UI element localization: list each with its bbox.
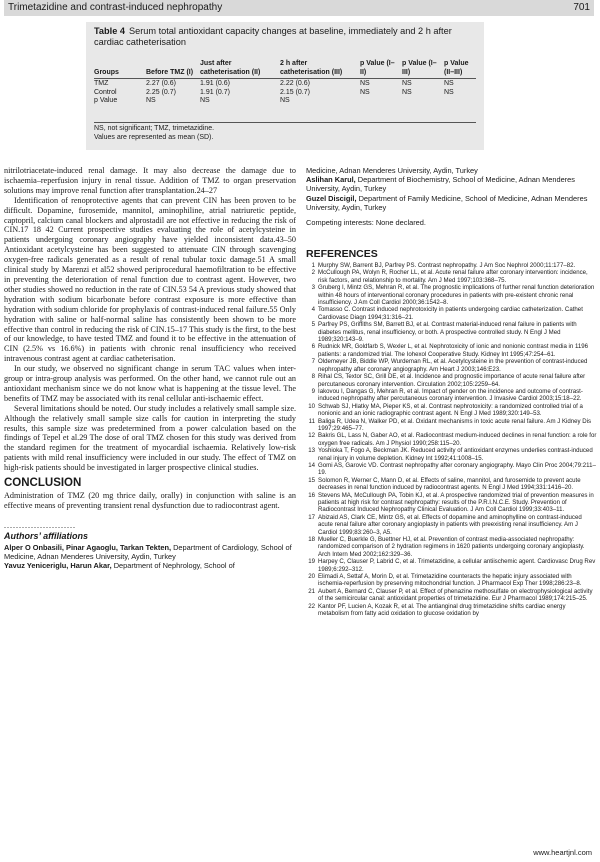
reference-item <box>306 603 598 618</box>
reference-text: Gomi AS, Garovic VD. Contrast nephropathy after coronary angiography. Mayo Clin Proc 2004;79:211–19. <box>318 461 596 477</box>
table-cell: 2.25 (0.7) <box>146 88 176 96</box>
reference-text: Murphy SW, Barrent BJ, Parfrey PS. Contrast nephropathy. J Am Soc Nephrol 2000;11:177–82. <box>318 262 576 269</box>
reference-item <box>306 403 598 418</box>
reference-number: 19 <box>308 558 315 566</box>
table-footnote-line: NS, not significant; TMZ, trimetazidine. <box>94 125 215 132</box>
reference-number: 9 <box>311 387 315 395</box>
affiliation-text: Medicine, Adnan Menderes University, Aydin, Turkey <box>306 166 478 175</box>
table-cell: NS <box>360 88 370 96</box>
reference-text: Tomasso C. Contrast induced nephrotoxicity in patients undergoing cardiac catheterization. Cathet Cardiovasc Diagn 1994;31:316–21. <box>318 306 583 321</box>
reference-item <box>306 536 598 558</box>
reference-text: Bakris GL, Lass N, Gaber AO, et al. Radiocontrast medium-induced declines in renal function: a role for oxygen free radicals. Am J Physiol 1990;258:115–20. <box>318 432 597 447</box>
table-4-box <box>86 22 484 150</box>
affiliation-entry <box>306 175 598 193</box>
reference-text: Kantor PF, Lucien A, Kozak R, et al. The antianginal drug trimetazidine shifts cardiac energy metabolism from fatty acid oxidation to glucose oxidation by <box>318 602 566 618</box>
affiliation-text: Department of Biochemistry, School of Medicine, Adnan Menderes University, Aydin, Turkey <box>306 175 575 194</box>
table-cell: NS <box>402 80 412 88</box>
table-cell: NS <box>280 97 290 105</box>
reference-item <box>306 558 598 573</box>
table-cell: NS <box>444 80 454 88</box>
affiliation-entry <box>4 561 296 570</box>
conclusion-heading: CONCLUSION <box>4 477 82 490</box>
reference-number: 4 <box>311 306 315 314</box>
table-cell: NS <box>360 80 370 88</box>
reference-number: 3 <box>311 284 315 292</box>
col-header: Groups <box>94 60 146 79</box>
table-cell: TMZ <box>94 80 109 88</box>
table-cell <box>402 97 444 106</box>
reference-text: Iakovou I, Dangas G, Mehran R, et al. Impact of gender on the incidence and outcome of contrast-induced nephropathy after percutaneous coronary intervention. J Invasive Cardiol 2003;15:18–22. <box>318 387 583 403</box>
affiliation-names: Alper O Onbasili, Pinar Agaoglu, Tarkan Tekten, <box>4 542 172 552</box>
body-paragraph: Several limitations should be noted. Our study includes a relatively small sample size. Although the relatively small sample size calls for caution in interpreting the study results, this sample size was predetermined from a power calculation based on the findings of Tepel et al.29 The dose of oral TMZ chosen for this study was derived from the standard regimen for the treatment of myocardial ischaemia. Relatively low-risk patients with mild renal insufficiency were included in our study. The effect of TMZ on high-risk patients should be investigated in larger prospective clinical studies. <box>4 403 296 473</box>
page-number: 701 <box>573 2 590 13</box>
footer-url: www.heartjnl.com <box>533 848 592 857</box>
reference-number: 1 <box>311 262 315 269</box>
affiliation-entry <box>4 543 296 561</box>
reference-number: 13 <box>308 447 315 455</box>
affiliation-text: Department of Cardiology, School of Medicine, Adnan Menderes University, Aydin, Turkey <box>4 542 292 561</box>
reference-number: 18 <box>308 536 315 544</box>
reference-text: Rihal CS, Textor SC, Grill DE, et al. Incidence and prognostic importance of acute renal failure after percutaneous coronary intervention. Circulation 2002;105:2259–64. <box>318 373 586 388</box>
reference-number: 10 <box>308 402 315 410</box>
right-affiliations <box>306 166 598 227</box>
affiliation-entry <box>306 194 598 212</box>
table-cell: Control <box>94 88 117 96</box>
affiliation-names: Aslihan Karul, <box>306 175 356 185</box>
reference-text: Stevens MA, McCullough PA, Tobin KJ, et al. A prospective randomized trial of prevention measures in patients at high risk for contrast nephropathy: results of the P.R.I.N.C.E. Study. Prevention of Radiocontrast Induced Nephropathy Clinical Evaluation. J Am Coll Cardiol 1999;33:403–11. <box>318 491 594 514</box>
table-cell: p Value <box>94 97 118 105</box>
running-header <box>4 0 594 16</box>
reference-item <box>306 269 598 284</box>
table-cell: 1.91 (0.7) <box>200 88 230 96</box>
reference-text: Aubert A, Bernard C, Clauser P, et al. Effect of phenazine methosulfate on electrophysiological activity of the semicircular canal: antioxidant properties of trimetazidine. Eur J Pharmacol 1989;174:215–25. <box>318 587 593 603</box>
table-row <box>94 79 476 89</box>
reference-item <box>306 358 598 373</box>
table-cell <box>444 97 476 106</box>
body-paragraph: nitrilotriacetate-induced renal damage. It may also decrease the damage due to ischaemia–reperfusion injury in renal tissue. Addition of TMZ to organ preservation solutions may improve renal function after transplantation.24–27 <box>4 166 296 195</box>
table-cell: NS <box>402 88 412 96</box>
reference-item <box>306 306 598 321</box>
reference-item <box>306 588 598 603</box>
table-row <box>94 97 476 106</box>
body-paragraph: In our study, we observed no significant change in serum TAC values when inter-group or intra-group analysis was performed. On the other hand, we cannot rule out an antioxidant mechanism since we do not know what is happening at the tissue level. The benefits of TMZ may be associated with its renal cellular anti-ischaemic effect. <box>4 364 296 403</box>
reference-text: Yoshioka T, Fogo A, Beckman JK. Reduced activity of antioxidant enzymes underlies contrast-induced renal injury in volume depletion. Kidney Int 1992;41:1008–15. <box>318 447 593 462</box>
table-cell: NS <box>146 97 156 105</box>
reference-text: Solomon R, Werner C, Mann D, et al. Effects of saline, mannitol, and furosemide to prevent acute decreases in renal function induced by radiocontrast agents. N Engl J Med 1994;331:1416–20. <box>318 476 581 492</box>
col-header: 2 h after catheterisation (III) <box>280 60 360 79</box>
running-title: Trimetazidine and contrast-induced nephropathy <box>8 2 223 13</box>
table-cell <box>360 97 402 106</box>
reference-number: 22 <box>308 602 315 610</box>
reference-number: 7 <box>311 358 315 366</box>
section-divider: ........................ <box>4 520 76 530</box>
reference-text: Rudnick MR, Goldfarb S, Wexler L, et al. Nephrotoxicity of ionic and nonionic contrast media in 1196 patients: a randomized trial. The Iohexol Cooperative Study. Kidney Int 1995;47:254–61. <box>318 343 589 358</box>
table-cell: NS <box>200 97 210 105</box>
references-heading: REFERENCES <box>306 248 378 260</box>
affiliation-text: Department of Family Medicine, School of Medicine, Adnan Menderes University, Aydin, Turkey <box>306 193 588 212</box>
table-cell: 2.22 (0.6) <box>280 80 310 88</box>
reference-number: 2 <box>311 269 315 277</box>
table-cell: 2.27 (0.6) <box>146 80 176 88</box>
reference-text: Schwab SJ, Hlatky MA, Pieper KS, et al. Contrast nephrotoxicity: a randomized controlled trial of a nonionic and an ionic radiographic contrast agent. N Engl J Med 1989;320:149–53. <box>318 402 583 418</box>
reference-item <box>306 477 598 492</box>
affiliation-names: Yavuz Yeniceriglu, Harun Akar, <box>4 561 112 571</box>
body-paragraph: Identification of renoprotective agents that can prevent CIN has been proven to be difficult. Dopamine, furosemide, mannitol, aminophiline, atrial natriuretic peptide, captopril, calcium canal blockers and alprostadil are not effective in reducing the risk of CIN.17 18 42 Current prospective studies evaluating the role of acetylcysteine in patients undergoing coronary angiography have yielded inconsistent data.43–50 Antioxidant acetylcysteine has been suggested to attenuate CIN through scavenging oxygen-free radicals generated as a result of renal tubular toxic damage.51 A small clinical study by Marenzi et al52 showed periprocedural haemofiltration to be effective in preventing the deterioration of renal function due to contrast agent. However, two other studies showed no reduction in the rate of CIN.53 54 A previous study showed that hydration with sodium bicarbonate before contrast exposure is more effective than hydration with sodium chloride for prophylaxis of contrast-induced renal failure.55 Only hydration with saline or half-normal saline has consistently been shown to be more effective than control in reducing the risk of CIN.15–17 This study is the first, to the best of our knowledge, to have tested TMZ and found it to be effective in the attenuation of CIN (2.5% vs 16.6%) in patients with chronic renal insufficiency who received intravenous contrast agent at cardiac catheterisation. <box>4 195 296 364</box>
reference-item <box>306 514 598 536</box>
reference-number: 6 <box>311 343 315 351</box>
affiliation-text: Department of Nephrology, School of <box>113 561 235 571</box>
affiliations <box>4 543 296 571</box>
reference-number: 17 <box>308 513 315 521</box>
col-header: Before TMZ (I) <box>146 60 200 79</box>
table-caption <box>94 26 476 48</box>
references-section <box>306 248 598 618</box>
affiliations-heading: Authors’ affiliations <box>4 530 89 541</box>
reference-text: Mueller C, Buerkle G, Buettner HJ, et al. Prevention of contrast media-associated nephropathy: randomized comparison of 2 hydration regimens in 1620 patients undergoing coronary angioplasty. Arch Intern Med 2002;162:329–36. <box>318 536 585 558</box>
reference-text: Parfrey PS, Griffiths SM, Barrett BJ, et al. Contrast material-induced renal failure in patients with diabetes mellitus, renal insufficiency, or both. A prospective controlled study. N Engl J Med 1989;320:143–9. <box>318 321 577 344</box>
col-header: p Value (II–III) <box>444 60 476 79</box>
reference-item <box>306 262 598 269</box>
reference-item <box>306 462 598 477</box>
table-row <box>94 89 476 98</box>
col-header: Just after catheterisation (II) <box>200 60 280 79</box>
reference-number: 21 <box>308 587 315 595</box>
antioxidant-table <box>94 60 476 106</box>
table-cell: NS <box>444 88 454 96</box>
reference-item <box>306 373 598 388</box>
reference-number: 5 <box>311 321 315 329</box>
reference-text: Elimadi A, Settaf A, Morin D, et al. Trimetazidine counteracts the hepatic injury associated with ischemia-reperfusion by preserving mitochondrial function. J Pharmacol Exp Ther 1998;286:23–8. <box>318 573 582 588</box>
reference-item <box>306 388 598 403</box>
reference-number: 15 <box>308 476 315 484</box>
reference-text: Harpey C, Clauser P, Labrid C, et al. Trimetazidine, a cellular antiischemic agent. Cardiovasc Drug Rev 1989;6:292–312. <box>318 558 596 573</box>
reference-item <box>306 284 598 306</box>
reference-item <box>306 418 598 433</box>
reference-text: Baliga R, Udea N, Walker PD, et al. Oxidant mechanisms in toxic acute renal failure. Am J Kidney Dis 1997;29:465–77. <box>318 417 592 432</box>
reference-text: Abizaid AS, Clark CE, Mintz GS, et al. Effects of dopamine and aminophylline on contrast-induced acute renal failure after coronary angioplasty in patients with preexisting renal insufficiency. Am J Cardiol 1999;83:260–3, A5. <box>318 513 582 536</box>
table-label: Table 4 <box>94 26 125 36</box>
reference-list <box>306 262 598 618</box>
table-footnote <box>94 122 476 142</box>
table-cell: 2.15 (0.7) <box>280 88 310 96</box>
reference-number: 11 <box>308 417 315 425</box>
reference-number: 8 <box>311 373 315 381</box>
reference-item <box>306 573 598 588</box>
reference-item <box>306 432 598 447</box>
reference-text: Gruberg I, Mintz GS, Mehran R, et al. The prognostic implications of further renal function deterioration within 48 hours of interventional coronary procedures in patients with pre-existent chronic renal insufficiency. J Am Coll Cardiol 2000;36:1542–8. <box>318 284 595 307</box>
reference-number: 14 <box>308 461 315 469</box>
table-caption-text: Serum total antioxidant capacity changes at baseline, immediately and 2 h after cardiac catheterisation <box>94 26 452 47</box>
reference-text: McCullough PA, Wolyn R, Rocher LL, et al. Acute renal failure after coronary intervention: incidence, risk factors, and relationship to mortality. Am J Med 1997;103:368–75. <box>318 269 588 284</box>
reference-item <box>306 447 598 462</box>
reference-item <box>306 321 598 343</box>
table-cell: 1.91 (0.6) <box>200 80 230 88</box>
left-column <box>4 166 296 570</box>
table-footnote-line: Values are represented as mean (SD). <box>94 133 214 141</box>
reference-number: 20 <box>308 573 315 581</box>
reference-number: 16 <box>308 491 315 499</box>
reference-item <box>306 492 598 514</box>
competing-interests: Competing interests: None declared. <box>306 218 426 228</box>
reference-number: 12 <box>308 432 315 440</box>
conclusion-paragraph: Administration of TMZ (20 mg thrice daily, orally) in conjunction with saline is an effective means of preventing transient renal dysfunction due to radiocontrast agent. <box>4 491 296 510</box>
reference-text: Oldemeyer JB, Biddle WP, Wurdeman RL, et al. Acetylcysteine in the prevention of contrast-induced nephropathy after coronary angiography. Am Heart J 2003;146:E23. <box>318 358 588 373</box>
col-header: p Value (I–III) <box>402 60 444 79</box>
affiliation-names: Guzel Discigil, <box>306 193 357 203</box>
reference-item <box>306 343 598 358</box>
col-header: p Value (I–II) <box>360 60 402 79</box>
